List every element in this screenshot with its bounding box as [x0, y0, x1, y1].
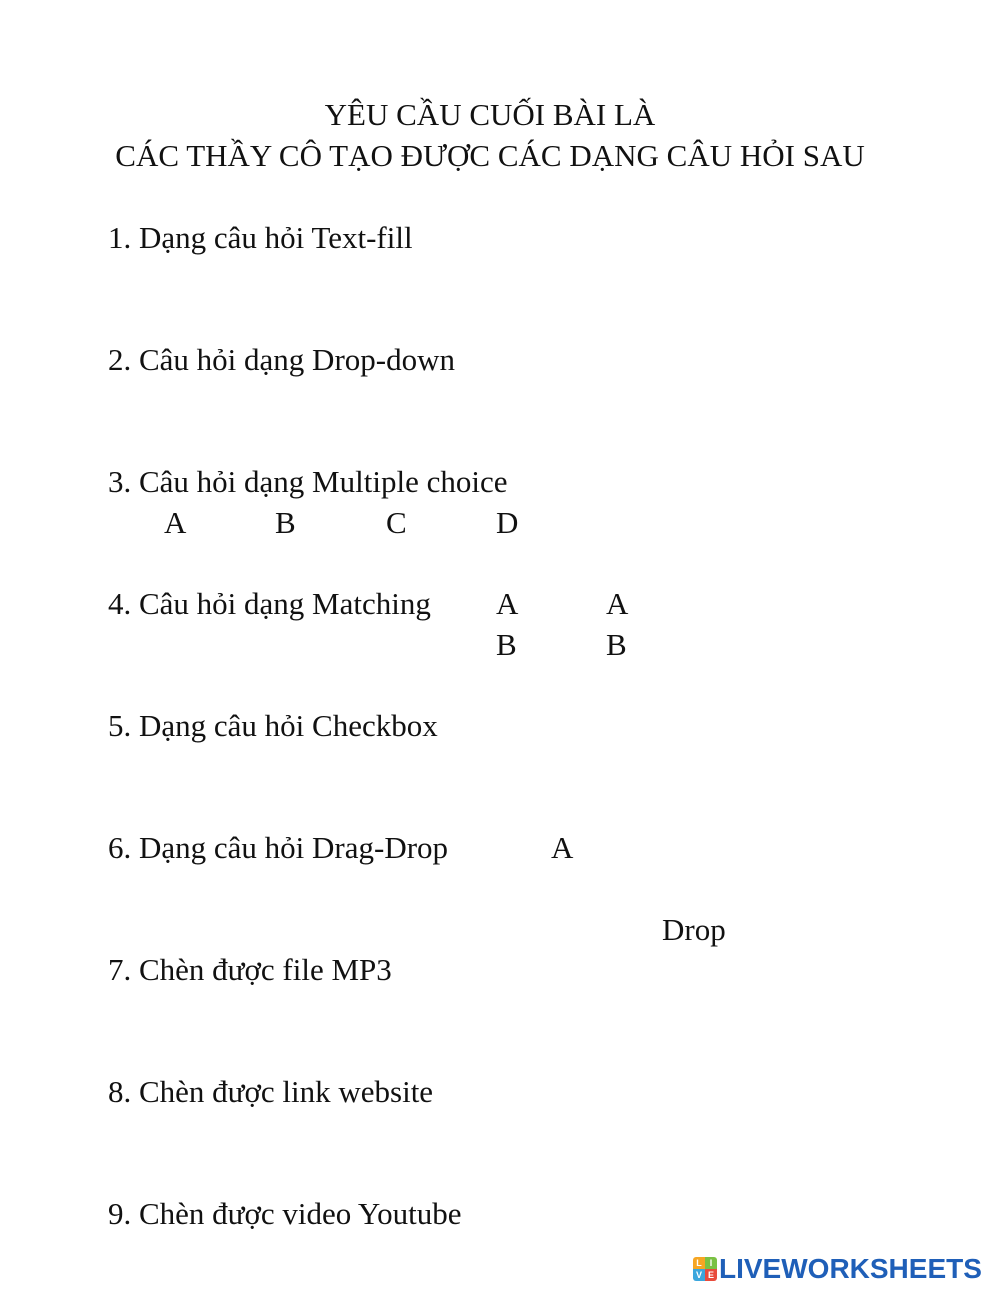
page-subtitle: CÁC THẦY CÔ TẠO ĐƯỢC CÁC DẠNG CÂU HỎI SAU — [115, 138, 865, 173]
question-4: 4. Câu hỏi dạng Matching — [108, 586, 431, 621]
question-8: 8. Chèn được link website — [108, 1074, 434, 1109]
liveworksheets-logo — [693, 1254, 982, 1284]
match-right-item[interactable]: A — [606, 586, 629, 621]
question-5: 5. Dạng câu hỏi Checkbox — [108, 708, 438, 743]
match-left-item[interactable]: A — [496, 586, 519, 621]
question-1: 1. Dạng câu hỏi Text-fill — [108, 220, 413, 255]
drag-item[interactable]: A — [551, 830, 574, 865]
logo-wordmark: LIVEWORKSHEETS — [719, 1253, 982, 1284]
question-9: 9. Chèn được video Youtube — [108, 1196, 462, 1231]
question-7: 7. Chèn được file MP3 — [108, 952, 392, 987]
drop-target[interactable]: Drop — [662, 912, 726, 947]
choice-option[interactable]: D — [496, 505, 519, 540]
question-2: 2. Câu hỏi dạng Drop-down — [108, 342, 455, 377]
page-title: YÊU CẦU CUỐI BÀI LÀ — [324, 97, 656, 132]
choice-option[interactable]: A — [164, 505, 187, 540]
match-left-item[interactable]: B — [496, 627, 517, 662]
choice-option[interactable]: B — [275, 505, 296, 540]
question-3: 3. Câu hỏi dạng Multiple choice — [108, 464, 508, 499]
match-right-item[interactable]: B — [606, 627, 627, 662]
choice-option[interactable]: C — [386, 505, 407, 540]
question-6: 6. Dạng câu hỏi Drag-Drop — [108, 830, 449, 865]
liveworksheets-mark-icon: L I V E — [693, 1257, 717, 1281]
